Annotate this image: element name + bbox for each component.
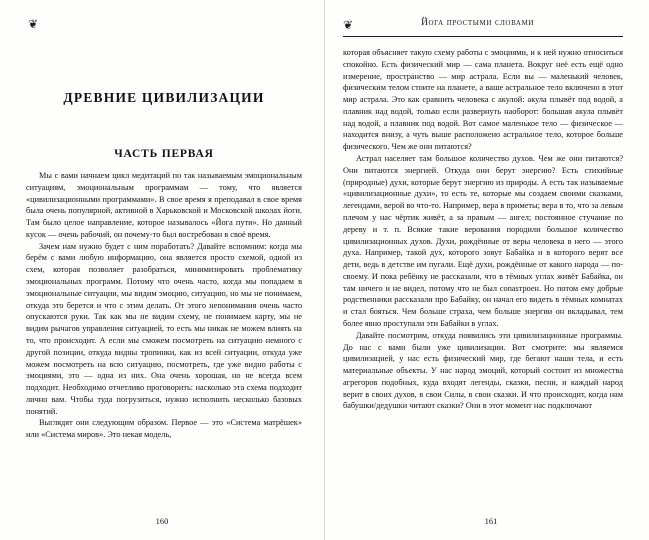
header-divider <box>343 36 623 37</box>
right-body-text <box>343 47 623 412</box>
paragraph: Давайте посмотрим, откуда появились эти цивилизационные программы. До нас с вами были уже цивилизации. Вот смотрите: мы являемся цивилизацией, у нас есть физический мир, где бегают наши тела, и есть материальные объекты. У нас народ эмоций, который состоит из множества агрегоров подобных, куда входят легенды, сказки, песни, и каждый народ верит в своих духов, в свои Силы, в свои сказки. И что происходит, когда нам бабушки/дедушки читают сказки? Они в этот момент нас подключают <box>343 330 623 411</box>
page-title: ДРЕВНИЕ ЦИВИЛИЗАЦИИ <box>63 90 265 105</box>
paragraph: Мы с вами начнаем цикл медитаций по так называемым эмоциональным ситуациям, эмоциональным программам — тому, что является «цивилизационными программами». В свое время я преподавал в свое время была очень популярной, активной в Харьковской и Московской школах йоги. Там было целое направление, которое называлось «Йога пути». Но данный кусок — очень рабочий, он почему-то был востребован в своё время. <box>26 171 302 239</box>
page-left <box>0 0 324 540</box>
left-body-text <box>26 170 302 441</box>
running-head-title: Йога простыми словами <box>421 18 535 28</box>
page-right <box>324 0 649 540</box>
ornament-left <box>28 18 302 32</box>
paragraph: Астрал населяет там большое количество духов. Чем же они питаются? Они питаются энергией. Откуда они берут энергию? Есть стихийные (природные) духи, которые берут энергию из природы. А есть так называемые «цивилизационные духи», то есть те, которые мы создаем своими сказками, легендами, верой во что-то. Например, вера в приметы; вера в то, что за левым плечом у нас чёртик живёт, а за правым — ангел; постоянное стучание по дереву и т. п. Всякие такие верования породили большое количество цивилизационных духов. Духи, рождённые от веры человека в него — этого духа. Например, такой дух, которого зовут Бабайка и в которого верят все дети, ведь в детстве им пугали. Ещё духи, рождённые от какого народа — по-своему. И пока ребёнку не рассказали, что в тёмных углах живёт Бабайка, он там ничего и не видел, потому что не был соnasтроен. Но потом ему добрые родственники рассказали про Бабайку, он начал его видеть в тёмных комнатах и стал бояться. Чем больше страха, чем больше энергии он вкладывал, тем более явно проступали эти Бабайки в углах. <box>343 154 623 328</box>
running-head <box>343 18 623 34</box>
paragraph: Зачем нам нужно будет с ним поработать? Давайте вспомним: когда мы берём с вами любую информацию, она является просто схемой, одной из схем, которая позволяет разобраться, минимизировать проблематику эмоциональных программ. Потому что очень часто, когда мы попадаем в эмоциональные ситуации, мы видим эмоцию, ситуацию, но мы не понимаем, откуда это берется и что с этим делать. От этого непонимания очень часто опускаются руки. Так как мы не видим схему, не понимаем карту, мы не видим рычагов управления ситуацией, то есть мы никак не можем влиять на то, что происходит. А если мы сможем посмотреть на ситуацию немного с другой позиции, откуда видны тропинки, как из всей ситуации, откуда уже можем посмотреть на всю ситуацию, посмотреть, где уже видно работы с эмоциями, это — одна из них. Она очень хорошая, но не всегда всем подходит. Необходимо отчетливо проговорить: насколько эта схема подходит лично вам. Чтобы туда погрузиться, нужно исполнить несколько базовых понятий. <box>26 241 302 416</box>
paragraph: которая объясняет такую схему работы с эмоциями, и к ней нужно относиться спокойно. Есть физический мир — сама планета. Вокруг неё есть ещё одно измерение, пространство — мир астрала. Если вы — маленький человек, физическим телом стоите на планете, а ваше астральное тело включено в этот мир астрала. Это как сравнить человека с акулой: акула плывёт под водой, а плавник над водой, только если развернуть наоборот: большая акула плывёт над водой, а плавник под водой. Вот самое маленькое тело — физическое — находится внизу, а чуть выше расположено астральное тело, которое больше физического. Чем же они питаются? <box>343 48 623 152</box>
ornament-glyph-icon: ❦ <box>343 18 354 32</box>
section-title: ЧАСТЬ ПЕРВАЯ <box>114 148 214 160</box>
page-number-left: 160 <box>155 516 169 526</box>
paragraph: Выглядят они следующим образом. Первое — это «Система матрёшек» или «Система миров». Это некая модель, <box>26 418 302 440</box>
ornament-glyph-icon: ❦ <box>28 17 40 31</box>
page-number-right: 161 <box>484 516 498 526</box>
